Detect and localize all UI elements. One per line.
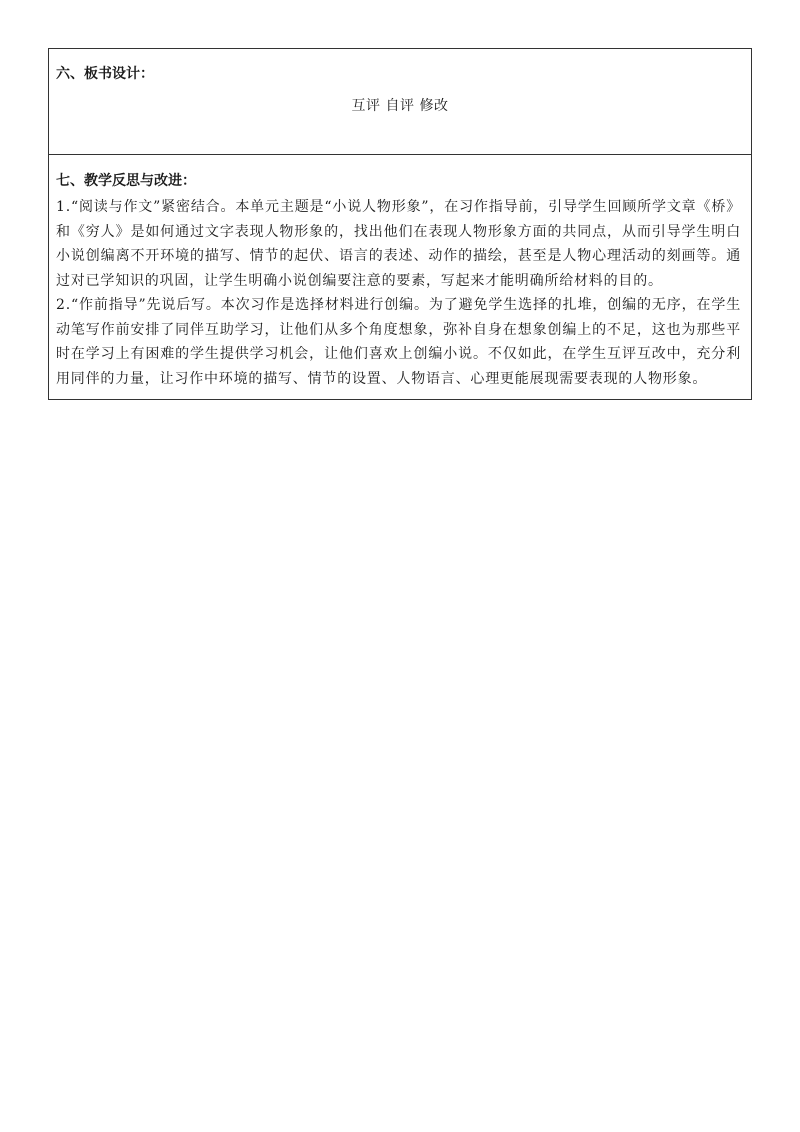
board-design-heading: 六、板书设计：: [56, 66, 154, 82]
lesson-plan-table: [48, 48, 752, 400]
reflection-section: [49, 155, 751, 399]
board-design-content: 互评 自评 修改: [351, 98, 449, 114]
reflection-paragraph-2: 2.“作前指导”先说后写。本次习作是选择材料进行创编。为了避免学生选择的扎堆，创编的无序，在学生动笔写作前安排了同伴互助学习，让他们从多个角度想象，弥补自身在想象创编上的不足，这也为那些平时在学习上有困难的学生提供学习机会，让他们喜欢上创编小说。不仅如此，在学生互评互改中，充分利用同伴的力量，让习作中环境的描写、情节的设置、人物语言、心理更能展现需要表现的人物形象。: [56, 297, 741, 387]
board-design-section: [49, 49, 751, 155]
reflection-paragraph-1: 1.“阅读与作文”紧密结合。本单元主题是“小说人物形象”，在习作指导前，引导学生回顾所学文章《桥》和《穷人》是如何通过文字表现人物形象的，找出他们在表现人物形象方面的共同点，从而引导学生明白小说创编离不开环境的描写、情节的起伏、语言的表述、动作的描绘，甚至是人物心理活动的刻画等。通过对已学知识的巩固，让学生明确小说创编要注意的要素，写起来才能明确所给材料的目的。: [56, 199, 741, 289]
reflection-heading: 七、教学反思与改进：: [56, 173, 196, 189]
